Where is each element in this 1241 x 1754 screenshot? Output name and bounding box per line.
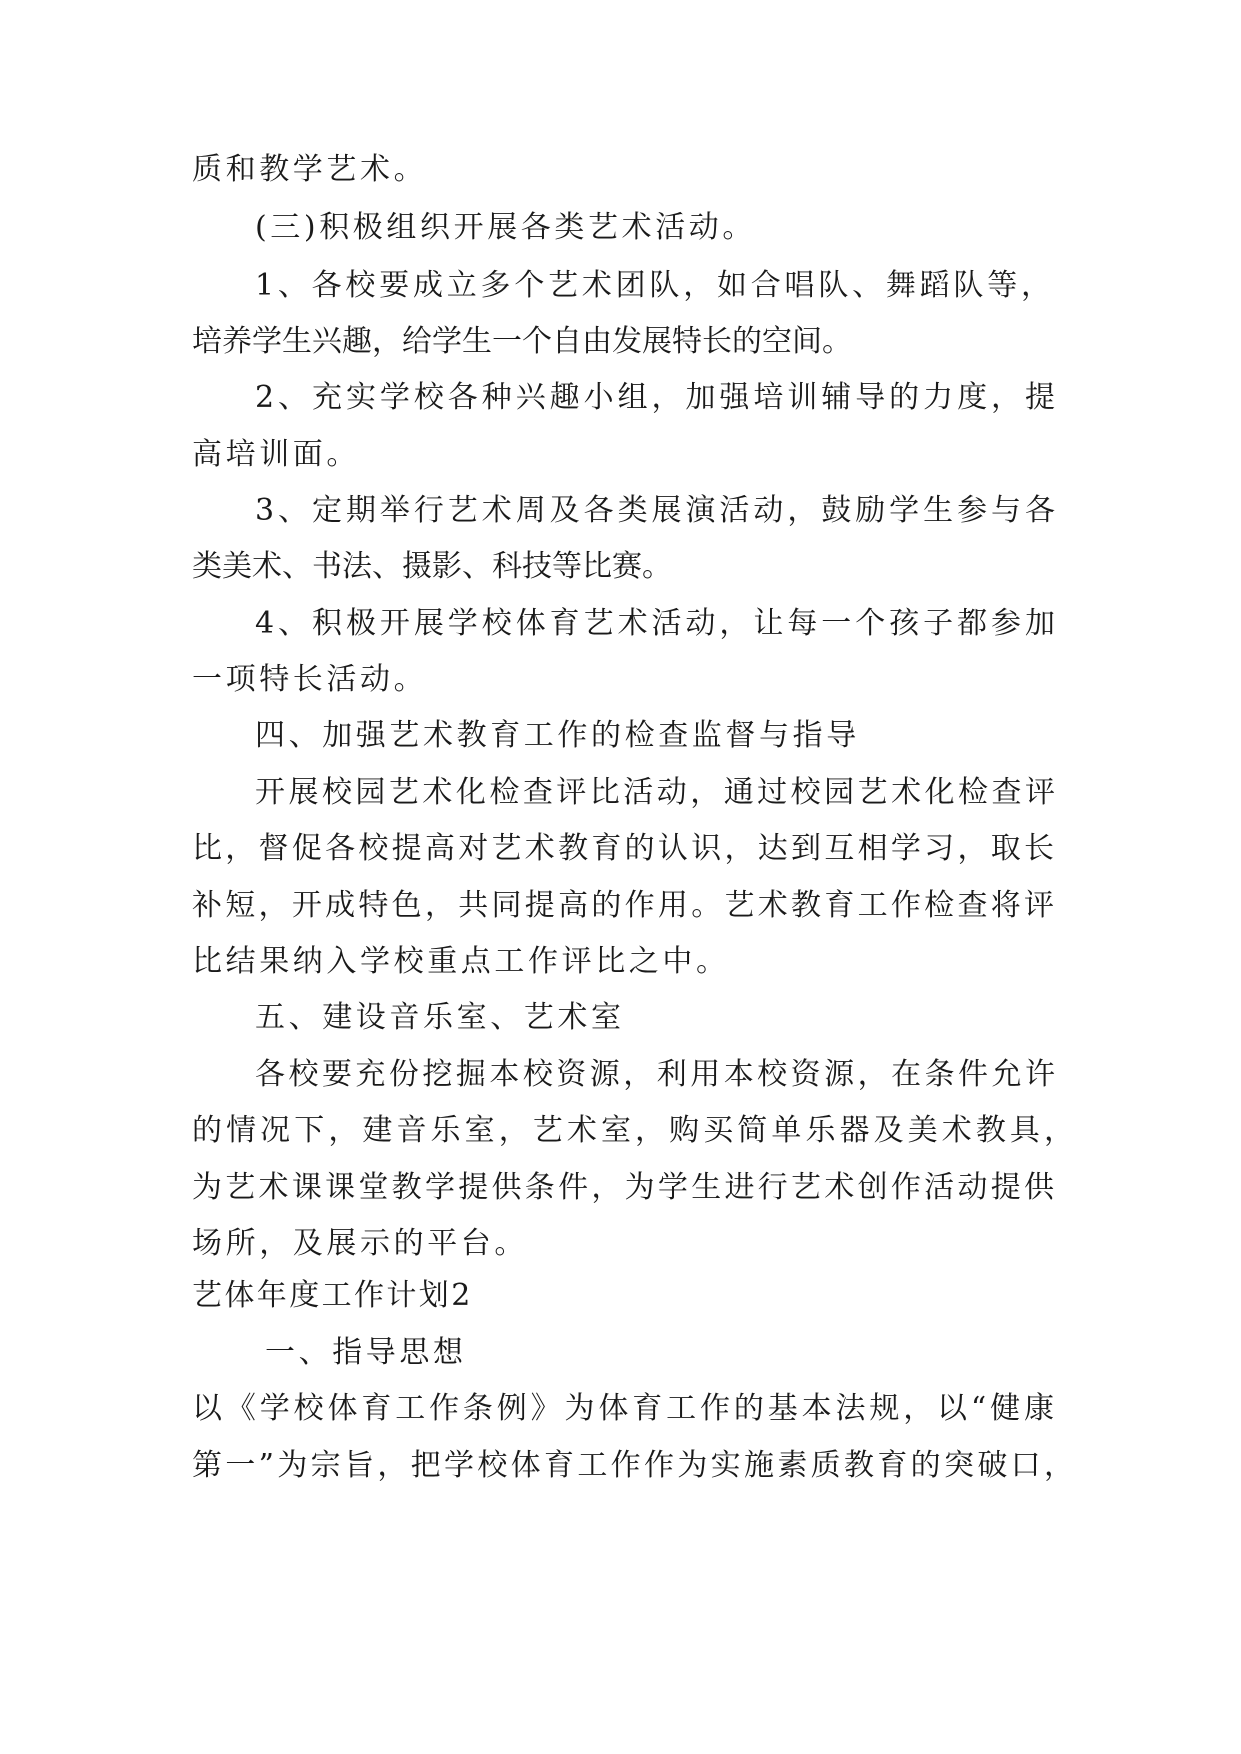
paragraph-line: 2、充实学校各种兴趣小组，加强培训辅导的力度，提: [255, 380, 1055, 415]
paragraph-line: 开展校园艺术化检查评比活动，通过校园艺术化检查评: [255, 775, 1055, 810]
paragraph-line: 4、积极开展学校体育艺术活动，让每一个孩子都参加: [255, 606, 1055, 641]
paragraph-line: 补短，开成特色，共同提高的作用。艺术教育工作检查将评: [192, 888, 1054, 923]
paragraph-line: 高培训面。: [192, 437, 360, 472]
paragraph-line: 比结果纳入学校重点工作评比之中。: [192, 944, 730, 979]
paragraph-line: 比，督促各校提高对艺术教育的认识，达到互相学习，取长: [192, 831, 1054, 866]
paragraph-line: 各校要充份挖掘本校资源，利用本校资源，在条件允许: [255, 1057, 1055, 1092]
section-heading: 一、指导思想: [265, 1335, 467, 1370]
paragraph-line: 一项特长活动。: [192, 662, 428, 697]
section-heading: (三)积极组织开展各类艺术活动。: [255, 210, 757, 245]
paragraph-line: 质和教学艺术。: [192, 152, 428, 187]
paragraph-line: 为艺术课课堂教学提供条件，为学生进行艺术创作活动提供: [192, 1170, 1054, 1205]
paragraph-line: 1、各校要成立多个艺术团队，如合唱队、舞蹈队等，: [255, 268, 1051, 303]
paragraph-line: 场所，及展示的平台。: [192, 1226, 528, 1261]
document-title: 艺体年度工作计划2: [192, 1278, 473, 1313]
section-heading: 五、建设音乐室、艺术室: [255, 1000, 625, 1035]
paragraph-line: 以《学校体育工作条例》为体育工作的基本法规，以“健康: [192, 1391, 1054, 1426]
paragraph-line: 第一”为宗旨，把学校体育工作作为实施素质教育的突破口，: [192, 1448, 1074, 1483]
paragraph-line: 类美术、书法、摄影、科技等比赛。: [192, 549, 672, 584]
section-heading: 四、加强艺术教育工作的检查监督与指导: [255, 718, 860, 753]
paragraph-line: 的情况下，建音乐室，艺术室，购买简单乐器及美术教具，: [192, 1113, 1074, 1148]
paragraph-line: 3、定期举行艺术周及各类展演活动，鼓励学生参与各: [255, 493, 1055, 528]
paragraph-line: 培养学生兴趣，给学生一个自由发展特长的空间。: [192, 324, 852, 359]
